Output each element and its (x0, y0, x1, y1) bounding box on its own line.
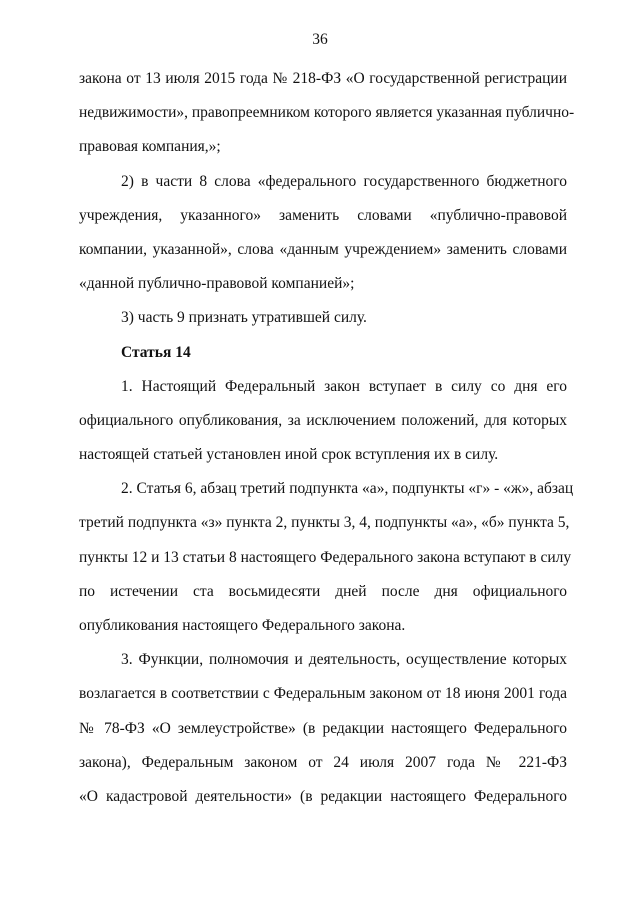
text-line: «данной публично-правовой компанией»; (79, 275, 355, 293)
text-line: 3) часть 9 признать утратившей силу. (121, 309, 367, 327)
text-line: по истечении ста восьмидесяти дней после дня официального (79, 582, 567, 600)
text-line: 1. Настоящий Федеральный закон вступает в силу со дня его (121, 377, 567, 395)
text-line: 2) в части 8 слова «федерального государственного бюджетного (121, 172, 567, 190)
text-line: опубликования настоящего Федерального закона. (79, 617, 406, 634)
text-line: 2. Статья 6, абзац третий подпункта «а», подпункты «г» - «ж», абзац (121, 480, 574, 498)
text-line: 3. Функции, полномочия и деятельность, осуществление которых (121, 651, 567, 669)
text-line: пункты 12 и 13 статьи 8 настоящего Федерального закона вступают в силу (79, 548, 572, 566)
text-line: третий подпункта «з» пункта 2, пункты 3, 4, подпункты «а», «б» пункта 5, (79, 514, 570, 532)
text-line: учреждения, указанного» заменить словами «публично-правовой (79, 206, 567, 224)
text-line: закона от 13 июля 2015 года № 218-ФЗ «О государственной регистрации (79, 70, 567, 87)
text-line: настоящей статьей установлен иной срок вступления их в силу. (79, 446, 499, 464)
text-line: официального опубликования, за исключением положений, для которых (79, 411, 567, 429)
text-line: правовая компания,»; (79, 138, 221, 156)
section-heading: Статья 14 (121, 343, 191, 361)
text-line: недвижимости», правопреемником которого является указанная публично- (79, 104, 575, 122)
document-body (79, 62, 575, 814)
text-line: закона), Федеральным законом от 24 июля 2007 года № 221-ФЗ (79, 753, 567, 771)
text-line: № 78-ФЗ «О землеустройстве» (в редакции настоящего Федерального (79, 719, 567, 737)
text-line: возлагается в соответствии с Федеральным законом от 18 июня 2001 года (79, 685, 567, 703)
text-line: «О кадастровой деятельности» (в редакции настоящего Федерального (79, 787, 567, 805)
text-line: компании, указанной», слова «данным учреждением» заменить словами (79, 240, 567, 258)
page-number: 36 (312, 31, 328, 48)
